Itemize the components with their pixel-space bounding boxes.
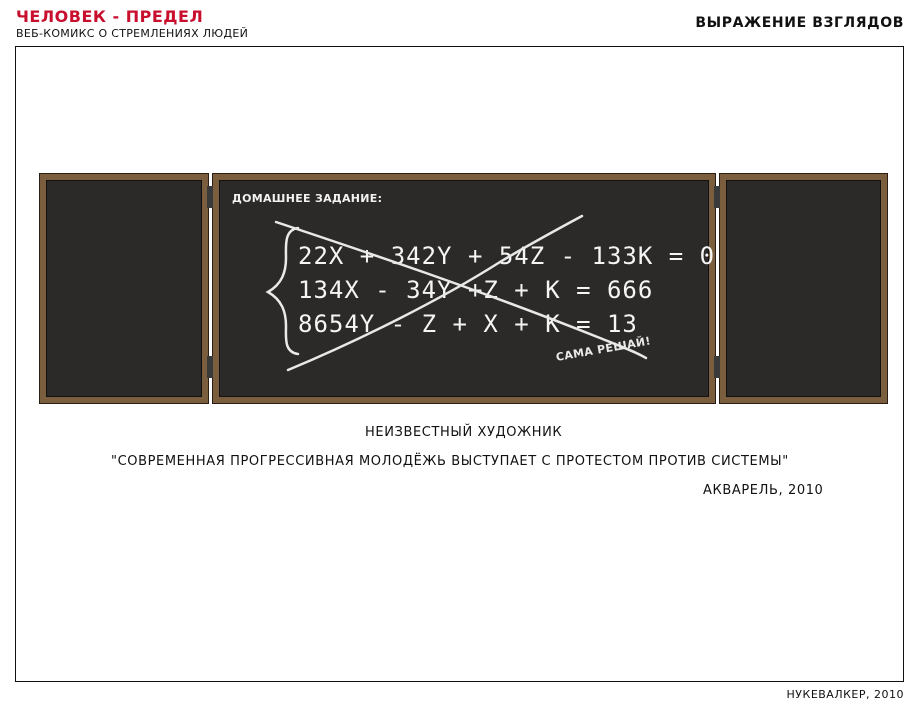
equation-line: 8654Y - Z + X + K = 13: [298, 310, 638, 338]
blackboard-left-wing: [40, 174, 208, 403]
site-subtitle: ВЕБ-КОМИКС О СТРЕМЛЕНИЯХ ЛЮДЕЙ: [16, 27, 249, 40]
site-title[interactable]: ЧЕЛОВЕК - ПРЕДЕЛ: [16, 7, 204, 26]
equation-line: 134X - 34Y +Z + K = 666: [298, 276, 654, 304]
homework-label: ДОМАШНЕЕ ЗАДАНИЕ:: [232, 192, 383, 205]
caption-artwork-title: "СОВРЕМЕННАЯ ПРОГРЕССИВНАЯ МОЛОДЁЖЬ ВЫСТУПАЕТ С ПРОТЕСТОМ ПРОТИВ СИСТЕМЫ": [111, 454, 789, 469]
hinge-top-right: [714, 186, 720, 208]
hinge-bottom-right: [714, 356, 720, 378]
hinge-bottom-left: [207, 356, 213, 378]
author-credit: НУКЕВАЛКЕР, 2010: [786, 688, 904, 701]
hinge-top-left: [207, 186, 213, 208]
blackboard-right-wing: [720, 174, 887, 403]
caption-artist: НЕИЗВЕСТНЫЙ ХУДОЖНИК: [365, 425, 563, 440]
caption-medium-year: АКВАРЕЛЬ, 2010: [703, 483, 824, 498]
chalk-annotation: САМА РЕШАЙ!: [554, 334, 652, 364]
equation-line: 22X + 342Y + 54Z - 133K = 0: [298, 242, 716, 270]
episode-title: ВЫРАЖЕНИЕ ВЗГЛЯДОВ: [695, 15, 904, 31]
